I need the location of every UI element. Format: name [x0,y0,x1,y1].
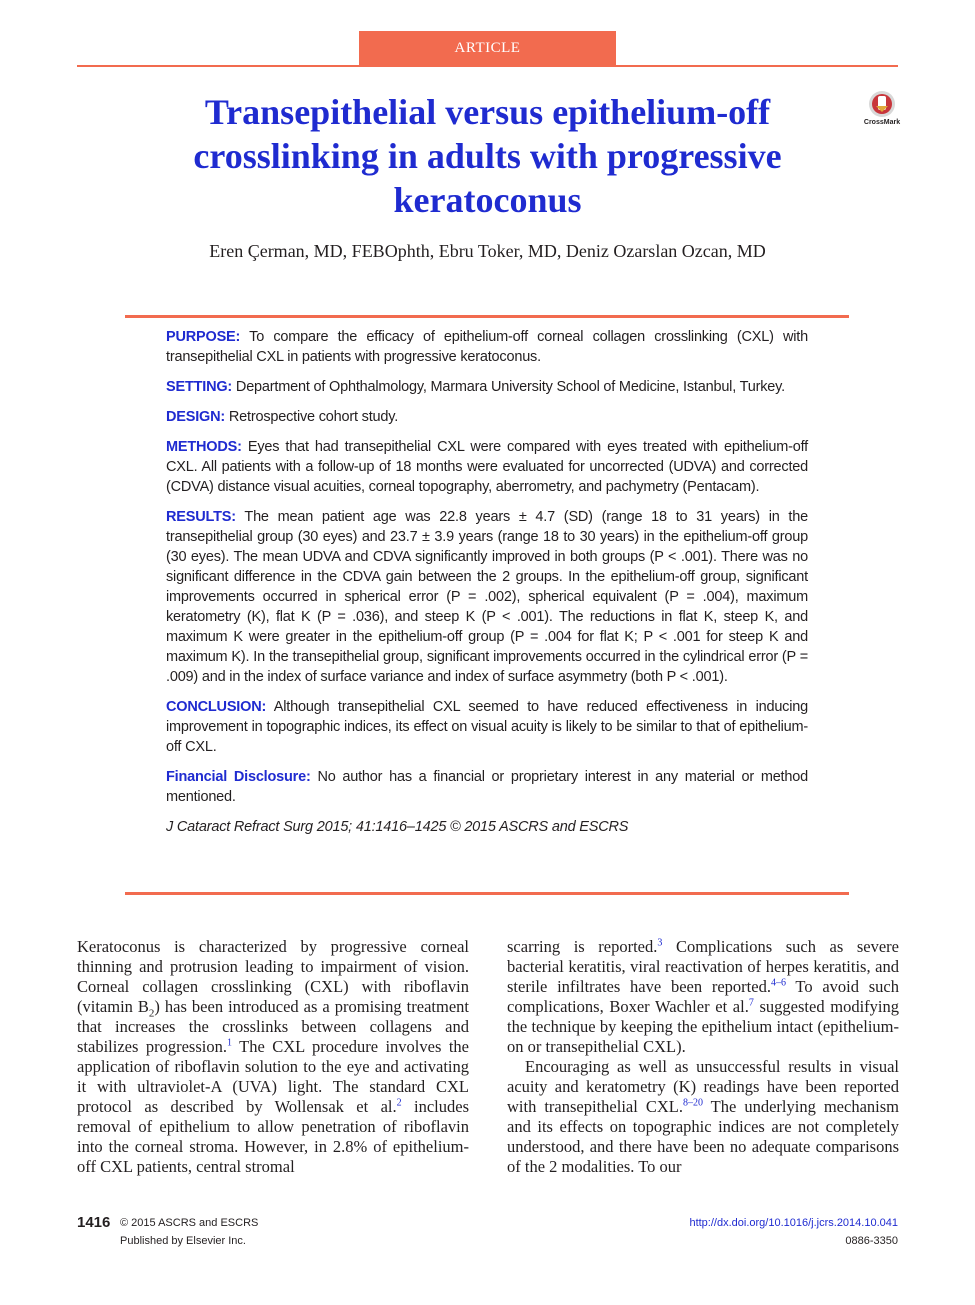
reference-link[interactable]: 3 [657,937,663,949]
body-column-right [507,937,899,1177]
abstract-conclusion [166,697,808,757]
intro-paragraph-1-cont: scarring is reported.$^3$ Complications such as severe bacterial keratitis, viral reactivation of herpes keratitis, and sterile infiltrates have been reported.$^{4-6}$ To avoid such complications, Boxer Wachler et al.$^7$ suggested modifying the technique by keeping the epithelium intact (epithelium-on or transepithelial CXL). [507,937,899,1056]
methods-label: METHODS: [166,439,242,455]
reference-link[interactable]: 1 [226,1037,232,1049]
conclusion-text: Although transepithelial CXL seemed to have reduced effectiveness in inducing improvement in topographic indices, its effect on visual acuity is likely to be similar to that of epithelium-off CXL. [166,699,808,755]
reference-link[interactable]: 8–20 [682,1097,703,1109]
design-label: DESIGN: [166,409,226,425]
abstract-design [166,407,808,427]
article-title: Transepithelial versus epithelium-off crosslinking in adults with progressive keratoconus [193,92,782,220]
purpose-label: PURPOSE: [166,329,241,345]
disclosure-text: No author has a financial or proprietary interest in any material or method mentioned. [166,769,808,805]
setting-label: SETTING: [166,379,233,395]
author-list: Eren Çerman, MD, FEBOphth, Ebru Toker, MD, Deniz Ozarslan Ozcan, MD [209,241,766,261]
footer-copyright: © 2015 ASCRS and ESCRS [120,1217,259,1229]
crossmark-label: CrossMark [863,119,901,126]
conclusion-label: CONCLUSION: [166,699,267,715]
abstract-methods [166,437,808,497]
header-rule [77,65,898,67]
purpose-text: To compare the efficacy of epithelium-off corneal collagen crosslinking (CXL) with transepithelial CXL in patients with progressive keratoconus. [166,329,808,365]
body-column-left [77,937,469,1177]
abstract-purpose [166,327,808,367]
abstract-setting [166,377,808,397]
intro-paragraph-2: Encouraging as well as unsuccessful results in visual acuity and keratometry (K) readings have been reported with transepithelial CXL.$^{8-20}$ The underlying mechanism and its effects on topographic indices are not completely understood, and there have been no adequate comparisons of the 2 modalities. To our [507,1057,899,1176]
abstract-bottom-rule [125,892,849,895]
design-text: Retrospective cohort study. [228,409,399,425]
doi-link[interactable]: http://dx.doi.org/10.1016/j.jcrs.2014.10.041 [689,1217,898,1229]
abstract-disclosure [166,767,808,807]
results-text: The mean patient age was 22.8 years ± 4.7 (SD) (range 18 to 31 years) in the transepithelial group (30 eyes) and 23.7 ± 3.9 years (range 18 to 30 years) in the epithelium-off group (30 eyes). The mean UDVA and CDVA significantly improved in both groups (P < .001). There was no significant difference in the CDVA gain between the 2 groups. In the epithelium-off group, significant improvements occurred in spherical error (P = .002), spherical equivalent (P = .004), maximum keratometry (K), flat K (P = .036), and steep K (P < .001). The reductions in flat K, steep K, and maximum K were greater in the epithelium-off group (P = .004 for flat K; P < .001 for steep K and maximum K). In the transepithelial group, significant improvements occurred in the cylindrical error (P = .009) and in the index of surface variance and index of surface asymmetry (both P < .001). [166,509,808,685]
page-number: 1416 [77,1214,111,1231]
reference-link[interactable]: 4–6 [770,977,786,989]
reference-link[interactable]: 2 [396,1097,402,1109]
results-label: RESULTS: [166,509,236,525]
abstract-results [166,507,808,687]
intro-paragraph-1: Keratoconus is characterized by progressive corneal thinning and protrusion leading to impairment of vision. Corneal collagen crosslinking (CXL) with riboflavin (vitamin $B_2$) has been introduced as a promising treatment that increases the crosslinks between collagens and stabilizes progression.$^1$ The CXL procedure involves the application of riboflavin solution to the eye and activating it with ultraviolet-A (UVA) light. The standard CXL protocol as described by Wollensak et al.$^2$ includes removal of epithelium to allow penetration of riboflavin into the corneal stroma. However, in 2.8% of epithelium-off CXL patients, central stromal [77,937,469,1176]
methods-text: Eyes that had transepithelial CXL were compared with eyes treated with epithelium-off CXL. All patients with a follow-up of 18 months were evaluated for uncorrected (UDVA) and corrected (CDVA) distance visual acuities, corneal topography, aberrometry, and pachymetry (Pentacam). [166,439,808,495]
issn: 0886-3350 [845,1235,898,1247]
footer-publisher: Published by Elsevier Inc. [120,1235,246,1247]
reference-link[interactable]: 7 [748,997,754,1009]
setting-text: Department of Ophthalmology, Marmara University School of Medicine, Istanbul, Turkey. [235,379,785,395]
journal-citation: J Cataract Refract Surg 2015; 41:1416–1425 © 2015 ASCRS and ESCRS [166,819,629,835]
abstract [166,327,808,847]
disclosure-label: Financial Disclosure: [166,769,311,785]
abstract-top-rule [125,315,849,318]
article-type-tab: ARTICLE [359,31,616,65]
